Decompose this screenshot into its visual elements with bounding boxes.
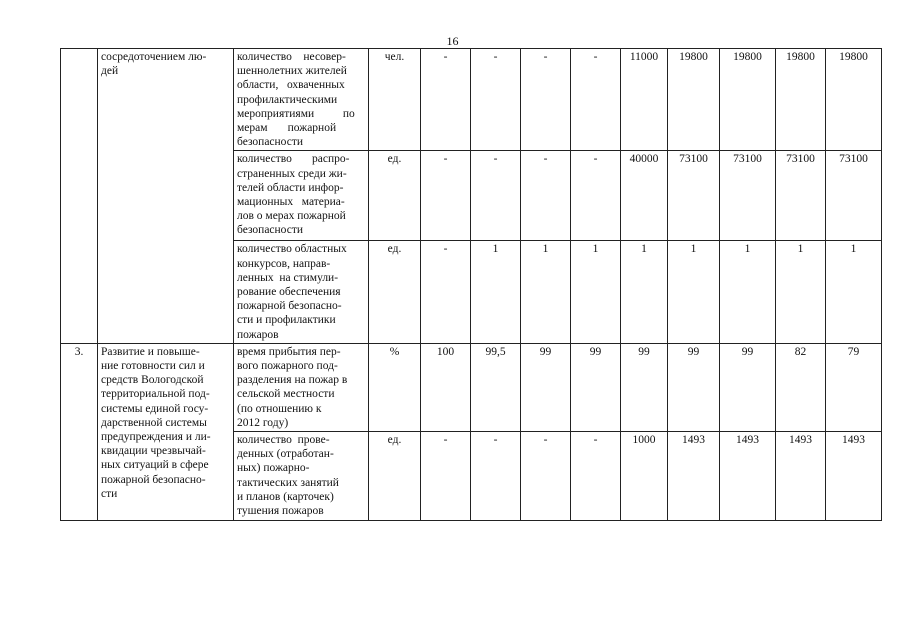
page-number: 16 — [446, 34, 459, 48]
value-cell: - — [421, 151, 471, 241]
value-cell: 73100 — [668, 151, 720, 241]
value-cell: 73100 — [720, 151, 776, 241]
value-cell: - — [571, 49, 621, 151]
indicator-cell: количество распро- страненных среди жи- телей области инфор- мационных материа- лов о мерах пожарной безопасности — [234, 151, 369, 241]
value-cell: 1 — [776, 241, 826, 343]
unit-cell: ед. — [369, 151, 421, 241]
value-cell: - — [421, 241, 471, 343]
unit-cell: чел. — [369, 49, 421, 151]
value-cell: 99 — [720, 343, 776, 431]
value-cell: 1 — [668, 241, 720, 343]
value-cell: 40000 — [621, 151, 668, 241]
value-cell: 1493 — [776, 432, 826, 521]
value-cell: 1 — [471, 241, 521, 343]
value-cell: 82 — [776, 343, 826, 431]
unit-cell: % — [369, 343, 421, 431]
indicators-table — [60, 48, 882, 521]
table-row — [61, 343, 882, 431]
indicator-cell: количество несовер- шеннолетних жителей области, охваченных профилактическими мероприятиями по мерам пожарной безопасности — [234, 49, 369, 151]
value-cell: - — [571, 151, 621, 241]
value-cell: 73100 — [776, 151, 826, 241]
value-cell: 99 — [571, 343, 621, 431]
value-cell: - — [571, 432, 621, 521]
value-cell: - — [421, 432, 471, 521]
indicator-cell: количество прове- денных (отработан- ных) пожарно- тактических занятий и планов (карточек) тушения пожаров — [234, 432, 369, 521]
value-cell: - — [521, 432, 571, 521]
value-cell: 1493 — [720, 432, 776, 521]
value-cell: - — [521, 49, 571, 151]
unit-cell: ед. — [369, 432, 421, 521]
goal-cell: Развитие и повыше- ние готовности сил и средств Вологодской территориальной под- системы единой госу- дарственной системы предупреждения и ли- квидации чрезвычай- ных ситуаций в сфере пожарной безопасно- сти — [98, 343, 234, 520]
value-cell: - — [471, 151, 521, 241]
indicator-cell: время прибытия пер- вого пожарного под- разделения на пожар в сельской местности (по отношению к 2012 году) — [234, 343, 369, 431]
value-cell: 100 — [421, 343, 471, 431]
value-cell: 1493 — [668, 432, 720, 521]
value-cell: 19800 — [826, 49, 882, 151]
value-cell: 99 — [621, 343, 668, 431]
value-cell: 73100 — [826, 151, 882, 241]
row-number-cell — [61, 49, 98, 344]
value-cell: - — [471, 49, 521, 151]
indicator-cell: количество областных конкурсов, направ- ленных на стимули- рование обеспечения пожарной безопасно- сти и профилактики пожаров — [234, 241, 369, 343]
value-cell: 1 — [521, 241, 571, 343]
value-cell: 19800 — [776, 49, 826, 151]
value-cell: - — [421, 49, 471, 151]
value-cell: 1 — [571, 241, 621, 343]
row-number-cell: 3. — [61, 343, 98, 520]
value-cell: 19800 — [668, 49, 720, 151]
value-cell: 11000 — [621, 49, 668, 151]
value-cell: 1000 — [621, 432, 668, 521]
value-cell: 19800 — [720, 49, 776, 151]
value-cell: 99 — [668, 343, 720, 431]
value-cell: 99,5 — [471, 343, 521, 431]
value-cell: 1 — [621, 241, 668, 343]
table-row — [61, 49, 882, 151]
value-cell: 1 — [720, 241, 776, 343]
value-cell: - — [521, 151, 571, 241]
goal-cell: сосредоточением лю- дей — [98, 49, 234, 344]
value-cell: 79 — [826, 343, 882, 431]
unit-cell: ед. — [369, 241, 421, 343]
value-cell: 1 — [826, 241, 882, 343]
value-cell: 99 — [521, 343, 571, 431]
value-cell: - — [471, 432, 521, 521]
value-cell: 1493 — [826, 432, 882, 521]
